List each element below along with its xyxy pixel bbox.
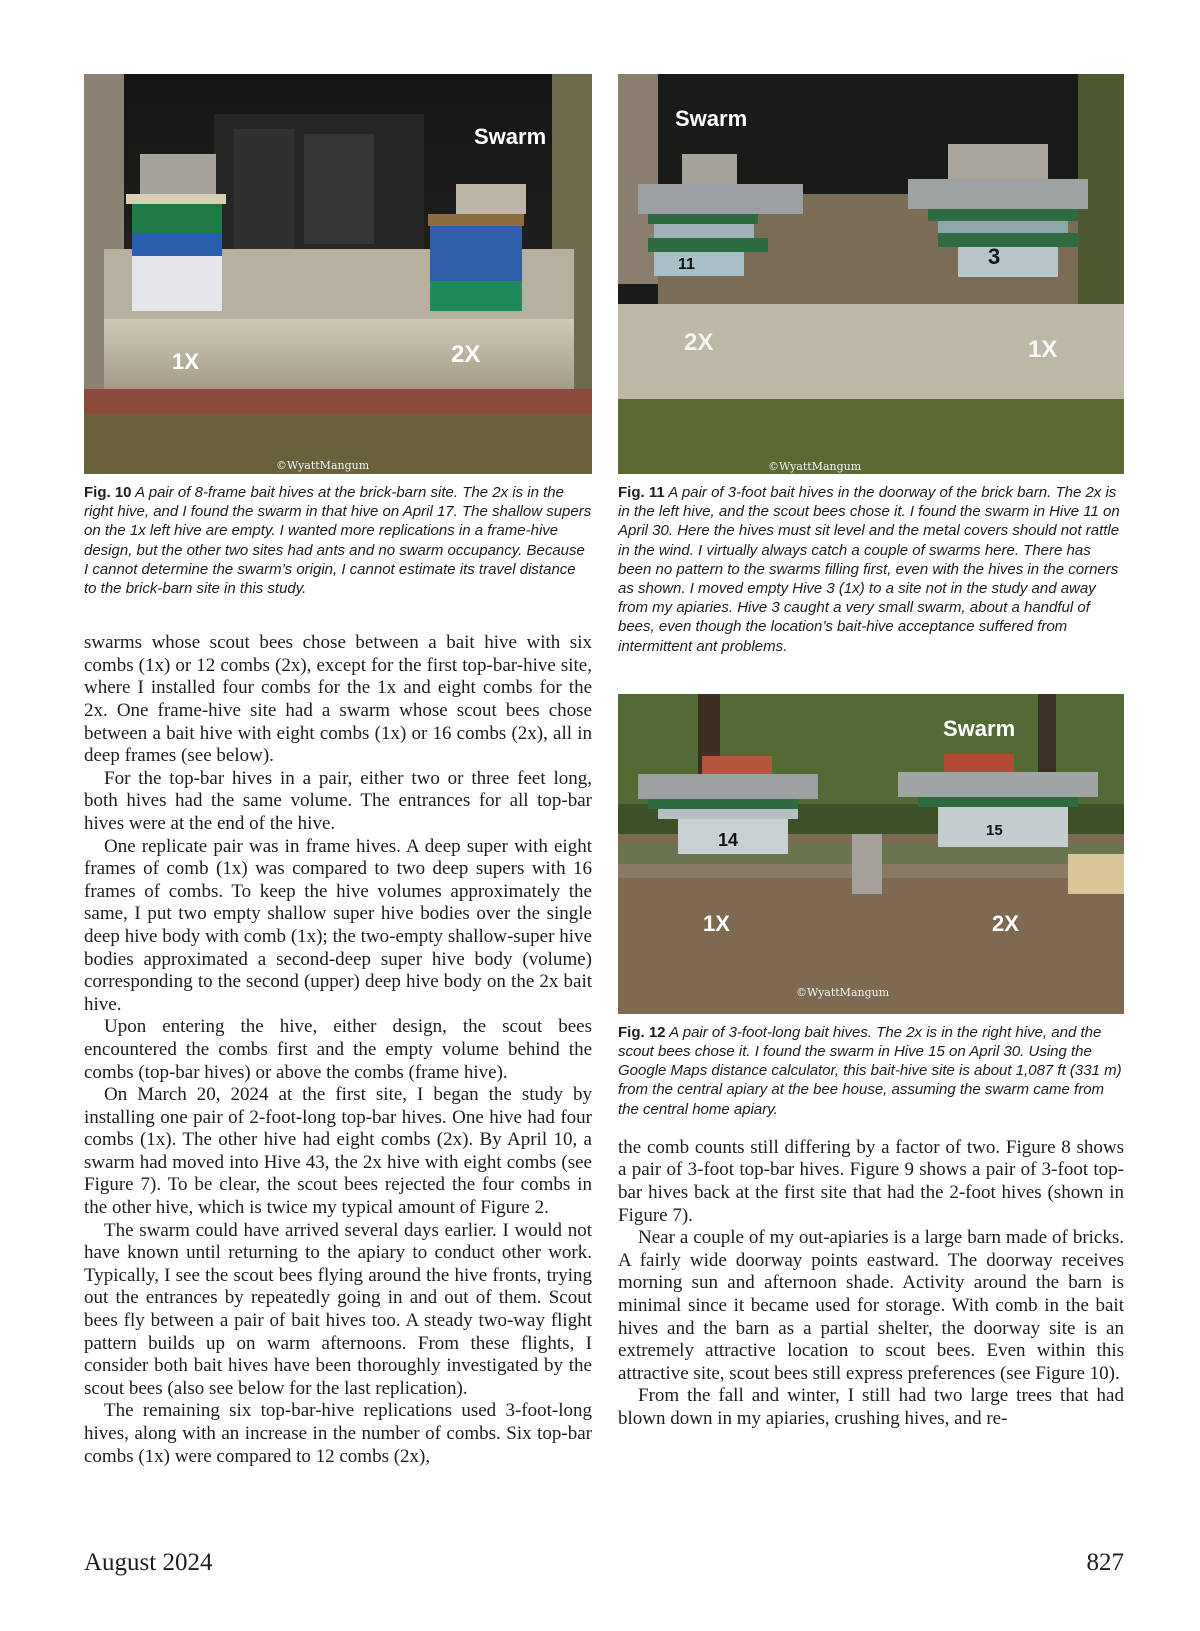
page-number: 827 <box>1086 1549 1124 1576</box>
fig12-credit: ©WyattMangum <box>796 985 890 999</box>
fig11-credit: ©WyattMangum <box>768 460 862 473</box>
figure-12-image <box>618 694 1124 1014</box>
figure-11-image <box>618 74 1124 474</box>
figure-11-caption <box>618 483 1124 656</box>
figure-11-caption-text: A pair of 3-foot bait hives in the doorway of the brick barn. The 2x is in the left hive, and the scout bees chose it. I found the swarm in Hive 11 on April 30. Here the hives must sit level and the metal covers should not rattle in the wind. I virtually always catch a couple of swarms here. There has been no pattern to the swarms filling first, even with the hives in the corners as shown. I moved empty Hive 3 (1x) to a site not in the study and away from my apiaries. Hive 3 caught a very small swarm, about a handful of bees, even though the location’s bait-hive acceptance suffered from intermittent ant problems. <box>618 484 1120 655</box>
figure-12-caption-text: A pair of 3-foot-long bait hives. The 2x is in the right hive, and the scout bees chose it. I found the swarm in Hive 15 on April 30. Using the Google Maps distance calculator, this bait-hive site is about 1,087 ft (331 m) from the central apiary at the bee house, assuming the swarm came from the central home apiary. <box>618 1023 1122 1118</box>
fig11-hive-3-number: 3 <box>988 244 1001 269</box>
fig11-1x-label: 1X <box>1028 336 1058 363</box>
right-paragraph-2: Near a couple of my out-apiaries is a large barn made of bricks. A fairly wide doorway points eastward. The doorway receives morning sun and afternoon shade. Activity around the barn is minimal since it became used for storage. With comb in the bait hives and the barn as a partial shelter, the doorway site is an extremely attractive location to scout bees. Even within this attractive site, scout bees still express preferences (see Figure 10). <box>618 1227 1124 1384</box>
fig11-hive-11-number: 11 <box>678 256 695 273</box>
figure-12-photo <box>618 694 1124 1014</box>
fig12-1x-label: 1X <box>703 910 730 936</box>
fig12-hive-15-number: 15 <box>986 821 1003 839</box>
figure-12-caption <box>618 1023 1124 1119</box>
fig12-swarm-label: Swarm <box>943 715 1016 741</box>
fig12-hive-14-number: 14 <box>718 829 739 850</box>
left-paragraph-5: On March 20, 2024 at the first site, I began the study by installing one pair of 2-foot-long top-bar hives. One hive had four combs (1x). The other hive had eight combs (2x). By April 10, a swarm had moved into Hive 43, the 2x hive with eight combs (see Figure 7). To be clear, the scout bees rejected the four combs in the other hive, which is twice my typical amount of Figure 2. <box>84 1084 592 1219</box>
right-column <box>618 74 1124 1431</box>
figure-11-photo <box>618 74 1124 474</box>
figure-10-image <box>84 74 592 474</box>
figure-10-label: Fig. 10 <box>84 484 132 501</box>
left-paragraph-3: One replicate pair was in frame hives. A deep super with eight frames of comb (1x) was compared to two deep supers with 16 frames of combs. To keep the hive volumes approximately the same, I put two empty shallow super hive bodies over the single deep hive body with comb (1x); the two-empty shallow-super hive bodies approximated a second-deep super hive body (volume) corresponding to the second (upper) deep hive body on the 2x bait hive. <box>84 835 592 1015</box>
figure-11-label: Fig. 11 <box>618 484 665 501</box>
fig12-2x-label: 2X <box>992 910 1019 936</box>
left-column <box>84 74 592 1468</box>
left-paragraph-6: The swarm could have arrived several days earlier. I would not have known until returning to the apiary to conduct other work. Typically, I see the scout bees flying around the hive fronts, trying out the entrances by repeatedly going in and out of them. Scout bees fly between a pair of bait hives too. A steady two-way flight pattern builds up on warm afternoons. From these flights, I consider both bait hives have been thoroughly investigated by the scout bees (also see below for the last replication). <box>84 1219 592 1399</box>
right-body-text <box>618 1137 1124 1431</box>
fig10-1x-label: 1X <box>172 349 199 374</box>
left-paragraph-4: Upon entering the hive, either design, the scout bees encountered the combs first and the empty volume behind the combs (top-bar hives) or above the combs (frame hive). <box>84 1016 592 1083</box>
fig10-2x-label: 2X <box>451 341 481 368</box>
figure-10-caption-text: A pair of 8-frame bait hives at the brick-barn site. The 2x is in the right hive, and I found the swarm in that hive on April 17. The shallow supers on the 1x left hive are empty. I wanted more replications in a frame-hive design, but the other two sites had ants and no swarm occupancy. Because I cannot determine the swarm’s origin, I cannot estimate its travel distance to the brick-barn site in this study. <box>84 484 592 598</box>
fig11-2x-label: 2X <box>684 329 714 356</box>
figure-10-photo <box>84 74 592 474</box>
figure-10-caption <box>84 483 592 598</box>
left-paragraph-2: For the top-bar hives in a pair, either two or three feet long, both hives had the same volume. The entrances for all top-bar hives were at the end of the hive. <box>84 767 592 834</box>
fig10-swarm-label: Swarm <box>474 124 547 149</box>
left-body-text <box>84 632 592 1468</box>
left-paragraph-1: swarms whose scout bees chose between a bait hive with six combs (1x) or 12 combs (2x), except for the first top-bar-hive site, where I installed four combs for the 1x and eight combs for the 2x. One frame-hive site had a swarm whose scout bees chose between a bait hive with eight combs (1x) or 16 combs (2x), all in deep frames (see below). <box>84 632 592 767</box>
left-paragraph-7: The remaining six top-bar-hive replications used 3-foot-long hives, along with an increase in the number of combs. Six top-bar combs (1x) were compared to 12 combs (2x), <box>84 1400 592 1467</box>
right-paragraph-3: From the fall and winter, I still had two large trees that had blown down in my apiaries, crushing hives, and re- <box>618 1385 1124 1429</box>
fig11-swarm-label: Swarm <box>675 106 748 131</box>
right-paragraph-1: the comb counts still differing by a factor of two. Figure 8 shows a pair of 3-foot top-bar hives. Figure 9 shows a pair of 3-foot top-bar hives back at the first site that had the 2-foot hives (shown in Figure 7). <box>618 1136 1124 1226</box>
fig10-credit: ©WyattMangum <box>276 459 370 472</box>
footer-date: August 2024 <box>84 1549 213 1576</box>
figure-12-label: Fig. 12 <box>618 1023 666 1041</box>
